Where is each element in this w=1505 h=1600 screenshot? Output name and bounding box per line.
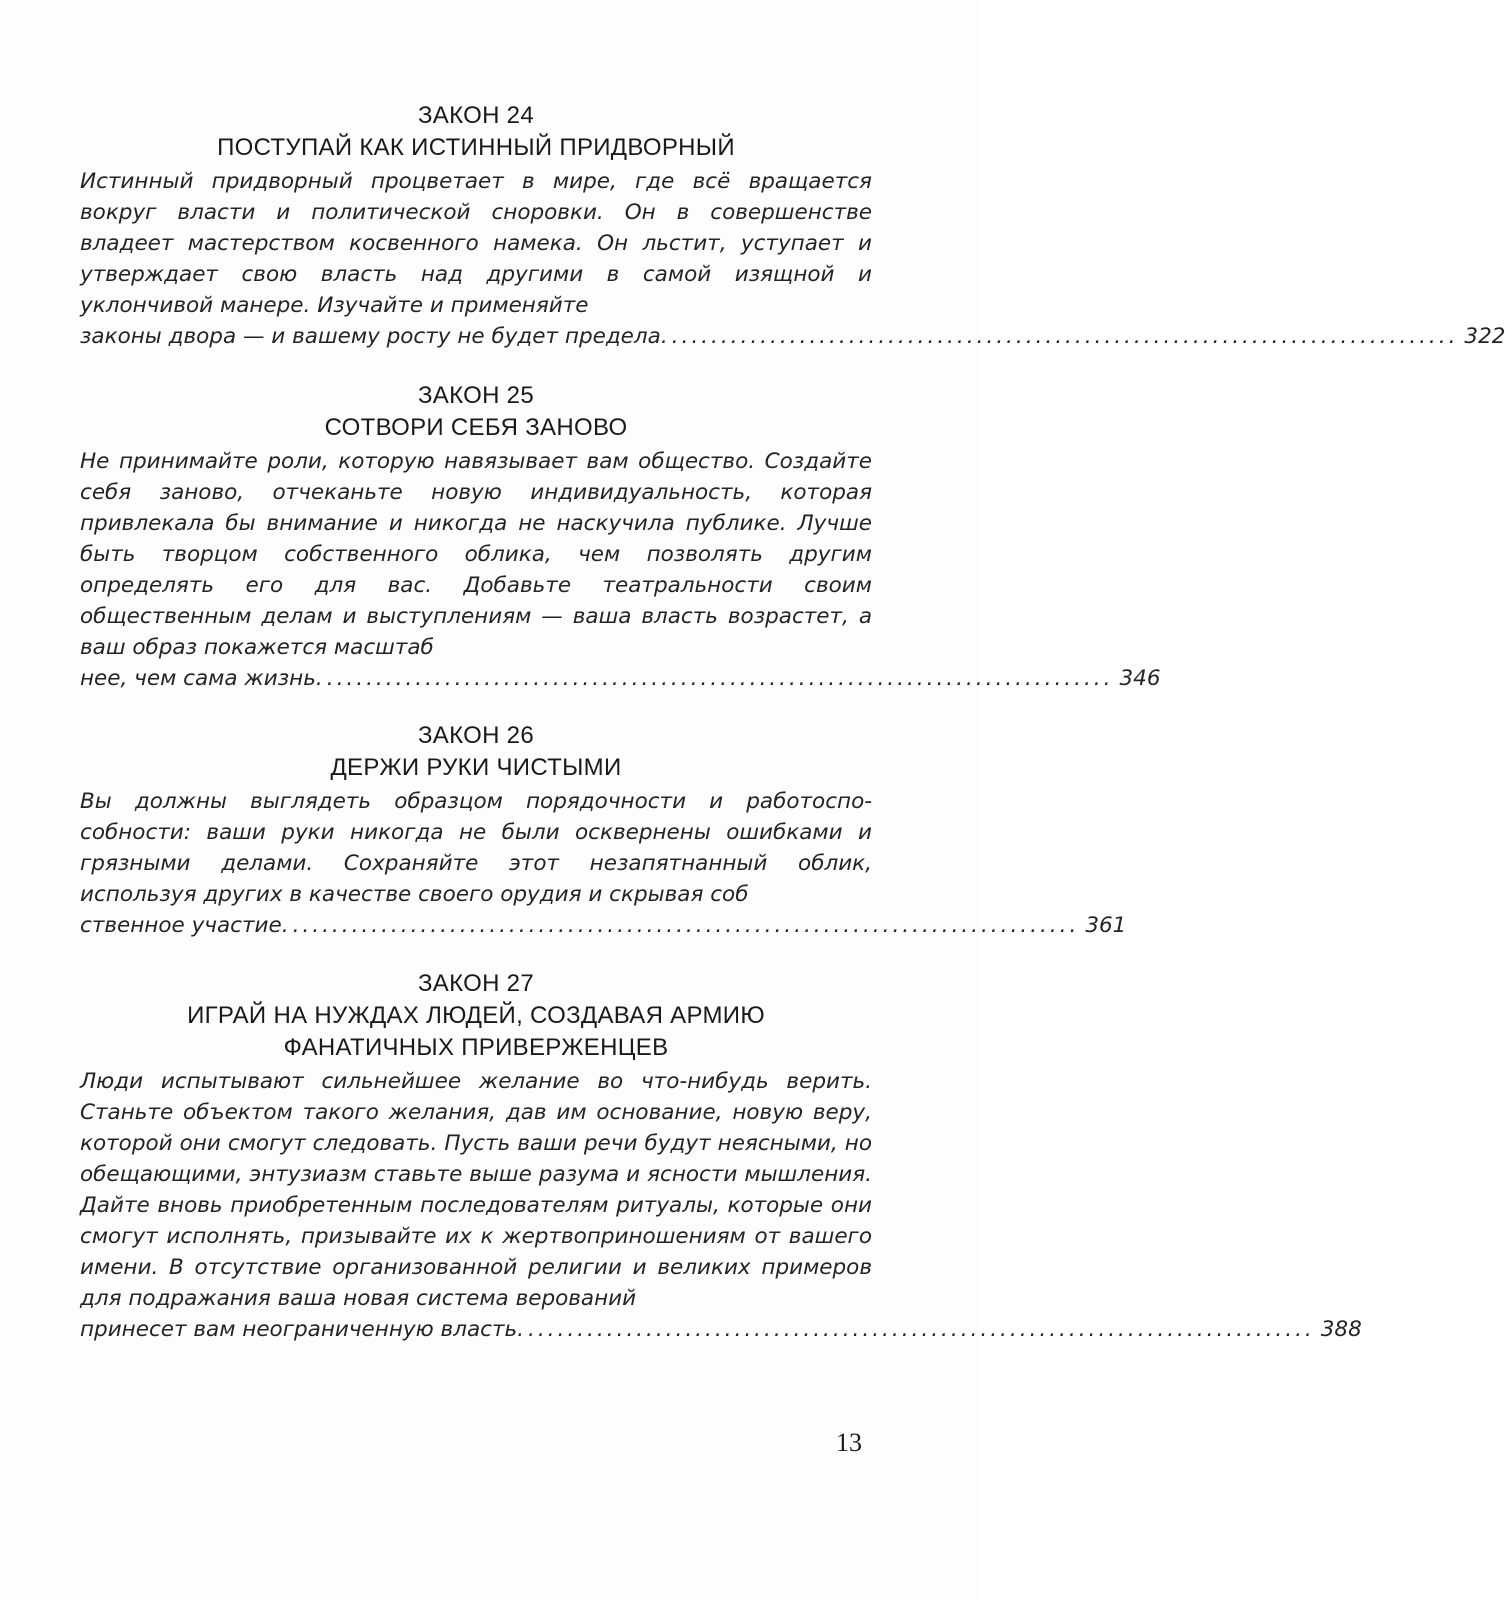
law-number: ЗАКОН 24 [418, 102, 534, 129]
page-number: 13 [836, 1428, 862, 1457]
law-title: ДЕРЖИ РУКИ ЧИСТЫМИ [330, 754, 622, 781]
law-last-line [80, 910, 1127, 941]
law-last-line [80, 663, 1161, 694]
law-24 [80, 100, 1505, 352]
law-description [80, 786, 1127, 941]
law-title: СОТВОРИ СЕБЯ ЗАНОВО [324, 414, 628, 441]
law-text: Истинный придворный процветает в мире, где всё вращается вокруг власти и политической сноровки. Он в совершенстве владеет мастерством косвенного намека. Он льстит, уступает и утверждает свою власть над другими в самой изящной и уклончивой манере. Изучайте и применяйте [80, 169, 872, 318]
law-title: ПОСТУПАЙ КАК ИСТИННЫЙ ПРИДВОРНЫЙ [217, 134, 735, 161]
law-text: Не принимайте роли, которую навязывает вам общество. Создайте себя заново, отчеканьте новую индивидуальность, которая привлекала бы внимание и никогда не наскучила публике. Лучше быть творцом собственного облика, чем позволять другим определять его для вас. Добавьте театральности своим общественным делам и выступлениям — ваша власть возрастет, а ваш образ покажется масштаб [80, 449, 872, 660]
law-number: ЗАКОН 25 [418, 382, 534, 409]
law-last-line [80, 321, 1505, 352]
law-text-end: нее, чем сама жизнь. [80, 666, 323, 691]
law-description [80, 1066, 1362, 1345]
law-page-ref: 346 [1119, 666, 1161, 691]
dot-leader: ................................................................................ [528, 1317, 1315, 1342]
law-page-ref: 388 [1320, 1317, 1362, 1342]
law-26 [80, 720, 1127, 941]
law-text-end: ственное участие. [80, 913, 289, 938]
law-number: ЗАКОН 26 [418, 722, 534, 749]
law-description [80, 166, 1505, 352]
dot-leader: ................................................................................ [671, 324, 1459, 349]
law-25 [80, 380, 1161, 694]
law-page-ref: 322 [1464, 324, 1505, 349]
law-title: ИГРАЙ НА НУЖДАХ ЛЮДЕЙ, СОЗДАВАЯ АРМИЮ ФАНАТИЧНЫХ ПРИВЕРЖЕНЦЕВ [187, 1002, 765, 1061]
law-text: Вы должны выглядеть образцом порядочности и работоспособности: ваши руки никогда не были осквернены ошибками и грязными делами. Сохраняйте этот незапятнанный облик, используя других в качестве своего орудия и скрывая соб [80, 789, 872, 907]
law-number: ЗАКОН 27 [418, 970, 534, 997]
law-27 [80, 968, 1362, 1345]
law-page-ref: 361 [1085, 913, 1127, 938]
law-description [80, 446, 1161, 694]
law-text: Люди испытывают сильнейшее желание во что-нибудь верить. Станьте объектом такого желания, дав им основание, новую веру, которой они смогут следовать. Пусть ваши речи будут неясными, но обещающими, энтузиазм ставьте выше разума и ясности мышления. Дайте вновь приобретенным последователям ритуалы, которые они смогут исполнять, призывайте их к жертвоприношениям от вашего имени. В отсутствие организованной религии и великих примеров для подражания ваша новая система верований [80, 1069, 872, 1311]
dot-leader: ................................................................................ [292, 913, 1080, 938]
law-last-line [80, 1314, 1362, 1345]
law-text-end: принесет вам неограниченную власть. [80, 1317, 524, 1342]
dot-leader: ................................................................................ [326, 666, 1114, 691]
law-text-end: законы двора — и вашему росту не будет предела. [80, 324, 668, 349]
